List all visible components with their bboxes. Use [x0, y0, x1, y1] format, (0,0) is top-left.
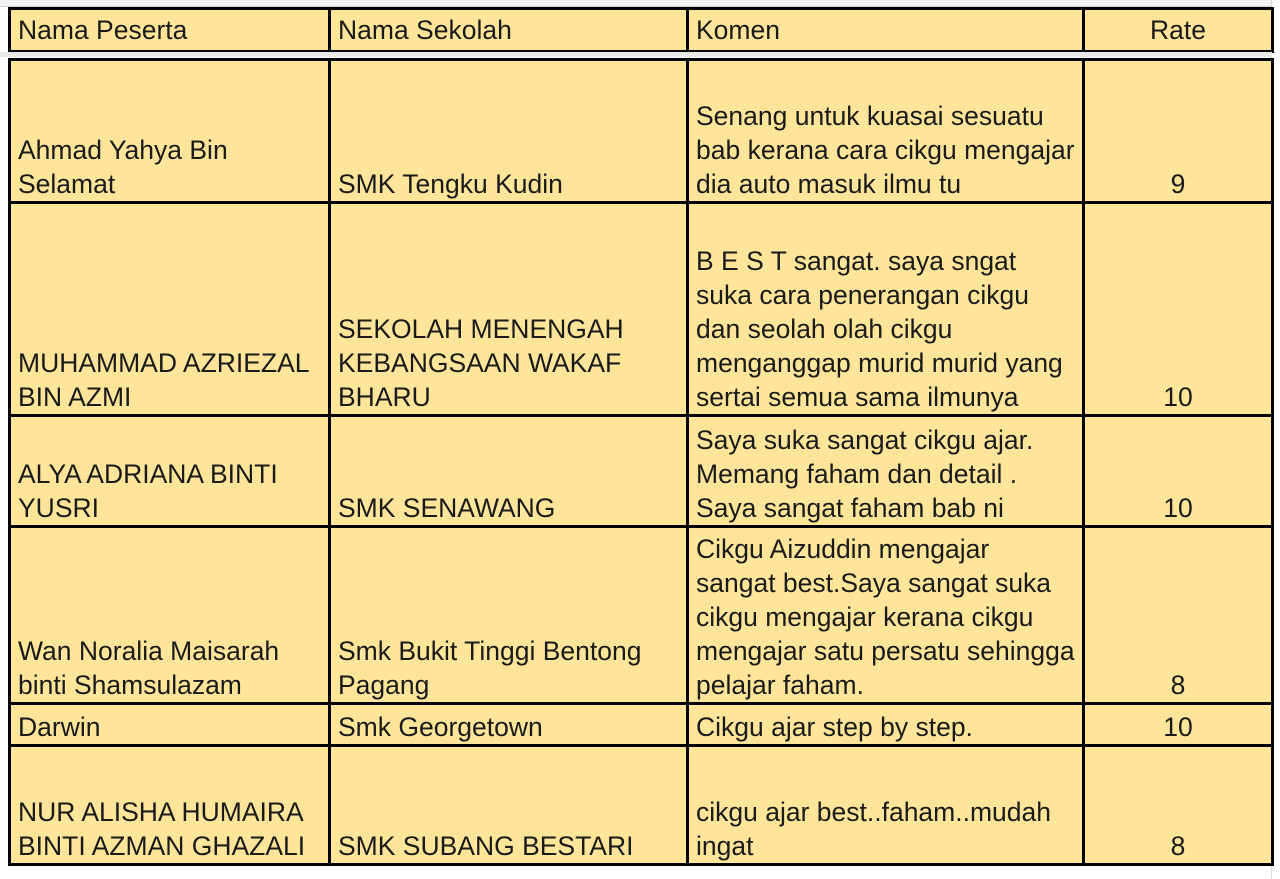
- cell-rate[interactable]: 8: [1084, 746, 1273, 865]
- header-cell-name[interactable]: Nama Peserta: [10, 9, 330, 52]
- cell-school[interactable]: Smk Georgetown: [330, 704, 688, 746]
- cell-comment[interactable]: Senang untuk kuasai sesuatu bab kerana cara cikgu mengajar dia auto masuk ilmu tu: [688, 60, 1084, 203]
- cell-rate[interactable]: 9: [1084, 60, 1273, 203]
- table-row: [10, 60, 1273, 203]
- header-row: [10, 9, 1273, 52]
- header-cell-rate[interactable]: Rate: [1084, 9, 1273, 52]
- frozen-row-divider: [0, 52, 1272, 57]
- cell-name[interactable]: ALYA ADRIANA BINTI YUSRI: [10, 416, 330, 527]
- table-row: [10, 527, 1273, 704]
- cell-name[interactable]: NUR ALISHA HUMAIRA BINTI AZMAN GHAZALI: [10, 746, 330, 865]
- cell-name[interactable]: MUHAMMAD AZRIEZAL BIN AZMI: [10, 203, 330, 416]
- cell-school[interactable]: SMK SUBANG BESTARI: [330, 746, 688, 865]
- table-row: [10, 704, 1273, 746]
- responses-table: [8, 58, 1274, 866]
- cell-rate[interactable]: 10: [1084, 203, 1273, 416]
- cell-comment[interactable]: cikgu ajar best..faham..mudah ingat: [688, 746, 1084, 865]
- cell-name[interactable]: Darwin: [10, 704, 330, 746]
- header-cell-comment[interactable]: Komen: [688, 9, 1084, 52]
- cell-school[interactable]: Smk Bukit Tinggi Bentong Pagang: [330, 527, 688, 704]
- cell-comment[interactable]: Saya suka sangat cikgu ajar. Memang faham dan detail . Saya sangat faham bab ni: [688, 416, 1084, 527]
- cell-comment[interactable]: Cikgu ajar step by step.: [688, 704, 1084, 746]
- header-cell-school[interactable]: Nama Sekolah: [330, 9, 688, 52]
- cell-rate[interactable]: 10: [1084, 704, 1273, 746]
- table-row: [10, 203, 1273, 416]
- cell-school[interactable]: SMK SENAWANG: [330, 416, 688, 527]
- cell-comment[interactable]: B E S T sangat. saya sngat suka cara penerangan cikgu dan seolah olah cikgu menganggap murid murid yang sertai semua sama ilmunya: [688, 203, 1084, 416]
- header-row-table: [8, 7, 1274, 53]
- cell-rate[interactable]: 10: [1084, 416, 1273, 527]
- top-grid-strip: [0, 0, 1280, 7]
- cell-comment[interactable]: Cikgu Aizuddin mengajar sangat best.Saya sangat suka cikgu mengajar kerana cikgu mengajar satu persatu sehingga pelajar faham.: [688, 527, 1084, 704]
- table-row: [10, 416, 1273, 527]
- cell-rate[interactable]: 8: [1084, 527, 1273, 704]
- cell-school[interactable]: SMK Tengku Kudin: [330, 60, 688, 203]
- cell-school[interactable]: SEKOLAH MENENGAH KEBANGSAAN WAKAF BHARU: [330, 203, 688, 416]
- table-row: [10, 746, 1273, 865]
- cell-name[interactable]: Wan Noralia Maisarah binti Shamsulazam: [10, 527, 330, 704]
- cell-name[interactable]: Ahmad Yahya Bin Selamat: [10, 60, 330, 203]
